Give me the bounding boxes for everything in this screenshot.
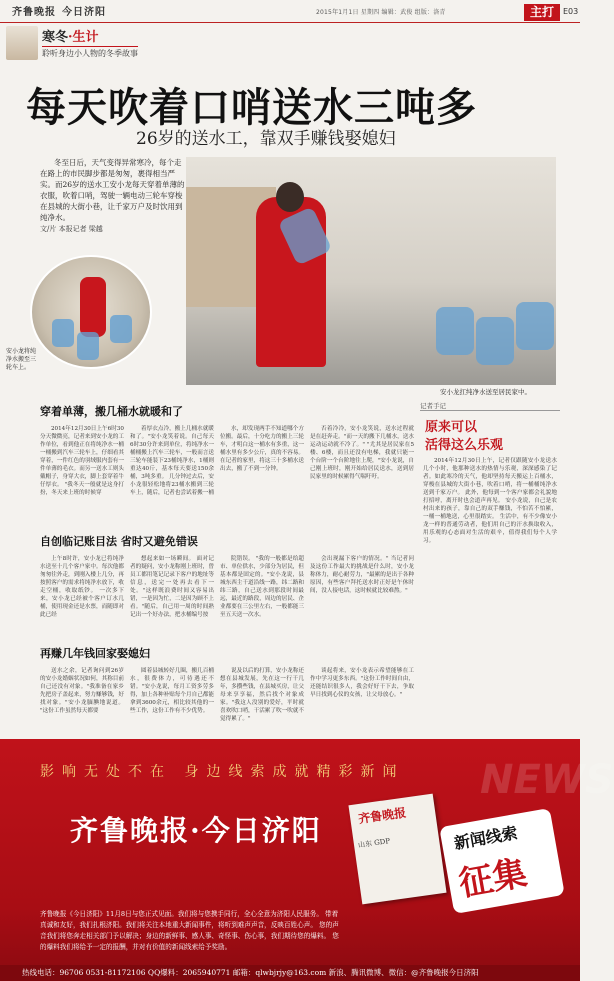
- newspaper-brand: 齐鲁晚报 今日济阳: [12, 7, 106, 18]
- badge-top: 新闻线索: [452, 823, 519, 853]
- lead-paragraph: 冬至日后，天气变得异常寒冷，每个走在路上的市民脚步都是匆匆，裹得相当严实。而26岁的送水工安小龙每天穿着单薄的衣服，吹着口哨，驾驶一辆电动三轮车穿梭在县城的大街小巷，让千家万户及时饮用到纯净水。: [40, 158, 185, 222]
- water-jug: [516, 302, 554, 350]
- series-portrait: [6, 26, 38, 60]
- byline: 文/片 本报记者 梁越: [40, 225, 103, 233]
- badge-main: 征集: [456, 853, 530, 905]
- section-tag: 主打: [524, 4, 560, 21]
- water-jug: [110, 315, 132, 343]
- sidebar-tag: 记者手记: [420, 401, 560, 411]
- series-subtitle: 聆听身边小人物的冬季故事: [42, 46, 138, 59]
- article-column: 着厚衣点冷，搬上几桶水就暖和了。"安小龙笑着说。自己每天6时30分许来到单位，将纯净水一桶桶搬上汽车三轮车，一般而言送三轮车能装下23桶纯净水，1桶则重达40斤，基本每天要送150余桶，3吨多重。 几分钟过去后，安小龙很轻松地将23桶水搬到三轮车上，随后，记者也尝试着搬一桶: [130, 426, 214, 496]
- article-column: 院错误。 "我的一般都是给超市、单位供水，少部分为居民，但基本都是固定的。"安小龙说，县城东西主干道沿线一路，纬二路和纬三路，自己送水到那段时间最远，最近的路段，周边的居民、企业都要在三公里左右，一般都能三至五天送一次水。: [220, 556, 304, 618]
- water-jug: [52, 319, 74, 347]
- page-number: E03: [563, 7, 579, 16]
- section-heading: 再赚几年钱回家娶媳妇: [40, 647, 150, 660]
- tips-badge: [439, 808, 565, 914]
- section-heading: 自创临记账目法 省时又避免错误: [40, 535, 198, 548]
- article-column: 想起来如一场瞬间。 面对记者的疑问，安小龙称刚上班时，曾员工都用笔记记录下客户的地址等信息，送完一处再去看下一处。"这样既浪费时间又容易出错，一是因为忙，二是因为顾不上看。"随后，自己用一周的时间熟记出一个好办法，把水桶编号按: [130, 556, 214, 618]
- inset-caption: 安小龙将纯净水搬至三轮车上。: [6, 348, 37, 371]
- paper-sub: 山东 GDP: [357, 837, 391, 850]
- main-photo: [186, 157, 556, 385]
- paper-title: 齐鲁晚报: [357, 805, 407, 827]
- inset-photo: [30, 255, 152, 369]
- issue-meta: 2015年1月1日 星期四 编辑：武俊 组版：洛青: [316, 9, 446, 16]
- sidebar-body: 2014年12月30日上午，记者仅跟随安小龙送水几个小时，他那种送水的热情与乐观，深深感染了记者。如此寒冷的天气，他却坚持每天搬运上百桶水，穿梭在县城的大街小巷，吹着口哨，将一桶桶纯净水送到千家万户。 此外，他每到一个客户家都会礼貌地打招呼，离开时也会道声再见。 安小龙说，自己是农村出来的孩子，靠自己的双手赚钱，不怕苦不怕累，一桶一桶地送，心里很踏实。 生活中，有不少像安小龙一样的普通劳动者，他们用自己的汗水换取收入，用乐观的心态面对生活的艰辛，值得我们每个人学习。: [423, 458, 557, 544]
- section-heading: 穿着单薄，搬几桶水就暖和了: [40, 405, 183, 418]
- worker-head: [276, 182, 304, 212]
- series-banner: [6, 24, 166, 64]
- edition-name: 今日济阳: [62, 7, 106, 18]
- article-column: 送水之余，记者询问到26岁的安小龙婚姻状况如何，其称目前自己还没有对象。"我准备在家乡先把房子盖起来，努力赚够钱，好找对象。"安小龙腼腆地说道。 "这份工作虽然每天都要: [40, 668, 124, 714]
- ad-contact-info: 热线电话：96706 0531-81172106 QQ爆料：2065940771 邮箱：qlwbjrjy@163.com 新浪、腾讯微博、微信：@齐鲁晚报今日济阳: [22, 968, 479, 977]
- ad-watermark: NEWS: [480, 757, 614, 803]
- ad-body: 齐鲁晚报《今日济阳》11月8日与您正式见面。我们将与您携手同行，全心全意为济阳人民服务。 带着真诚和友好，我们扎根济阳。我们将关注本地重大新闻事件，将听到难声声音，反映百姓心声。 您的声音我们将您奔走相关部门予以解决；身边的新鲜事、感人事、奇怪事、伤心事，我们期待您的爆料。 您的爆料我们将给予一定的报酬，并对有价值的新闻线索给予奖励。: [40, 910, 339, 951]
- water-jug: [476, 317, 514, 365]
- page-headline: 每天吹着口哨送水三吨多: [26, 85, 477, 131]
- water-jug: [436, 307, 474, 355]
- article-column: 会出现漏下客户的情况。" 当记者问及这份工作最大的挑战是什么时，安小龙称体力，耐心耐劳力，"最累的是出于各种原因，有些客户拜托送水时正好是午休时间，没人接电话，这时候就比较难熬。": [310, 556, 414, 594]
- article-column: 2014年12月30日上午6时30分天微微亮，记者来到安小龙的工作单位，看到他正在将纯净水一桶一桶搬到汽车三轮车上，仔细看其穿着，一件红色的羽绒服内套有一件单薄的毛衣。而另一送水工则头戴帽子，身穿大衣，脚上套穿着牛仔厚衣。 "我冬天一般就是这身打扮，冬天来上班的时候穿: [40, 426, 124, 496]
- series-title: 寒冬·生计: [42, 30, 99, 45]
- worker-figure: [80, 277, 106, 337]
- water-jug: [77, 332, 99, 360]
- article-column: 说及以后的打算，安小龙称还想在县城发展，先在这一行干几年，多攒些钱，在县城买房，让父母来享享福，然后找个对象成家。"我这人没别的爱好，平时就喜欢吹口哨，干活累了吹一吹就不觉得累了。": [220, 668, 304, 722]
- newspaper-graphic: [348, 794, 446, 905]
- article-column: 圆着县城转好几圈，搬几百桶水，很费体力，可待遇还不错。"安小龙说，每月工资多劳多得，加上各种补贴每个月自己都能拿到3600余元，相比较其他的一些工作，这份工作有不少优势。: [130, 668, 214, 714]
- main-caption: 安小龙扛纯净水送至居民家中。: [440, 388, 531, 396]
- page-subheadline: 26岁的送水工，靠双手赚钱娶媳妇: [136, 129, 396, 149]
- article-column: 否着冷冷，安小龙笑说，送水过程就是在赶奔走。"而一天的搬下几桶水，送水运动运动就不冷了。" "尤其是居民家在5楼、6楼，而且还没有电梯，我就只能一个台阶一个台阶地往上爬，"安小龙说，自己刚上班时，刚开始给居民送水，送到居民家里的时候累得气喘吁吁。: [310, 426, 414, 480]
- ad-brand: 齐鲁晚报·今日济阳: [70, 814, 322, 847]
- ad-slogan: 影响无处不在 身边线索成就精彩新闻: [40, 764, 405, 780]
- article-column: 上午8时许，安小龙已将纯净水送至十几个客户家中。每次他都匆匆往外走，到刚入楼上几分，再按照客户的需求将纯净水放下，收走空桶，收取纸钞。 一次多下来，安小龙已经被个客户订水几桶，使用现金还是水票，而随即对此已经: [40, 556, 124, 618]
- sidebar-title: 原来可以 活得这么乐观: [425, 420, 504, 453]
- article-column: 水，却发现两手不知道哪个方位搬。最后，十分吃力的搬上三轮车，才明白这一桶水有多重，这一桶水里有多少公斤，真的不容易。在记者的家里，将这三十多桶水送出去，搬了不到一分钟。: [220, 426, 304, 472]
- promo-banner: [0, 739, 614, 981]
- article-column: 谈起将来，安小龙表示希望能够在工作中学习更多东西。"这份工作时间自由，还能结识很多人，我会好好干下去，争取早日找到心仪的女孩，让父母放心。": [310, 668, 414, 698]
